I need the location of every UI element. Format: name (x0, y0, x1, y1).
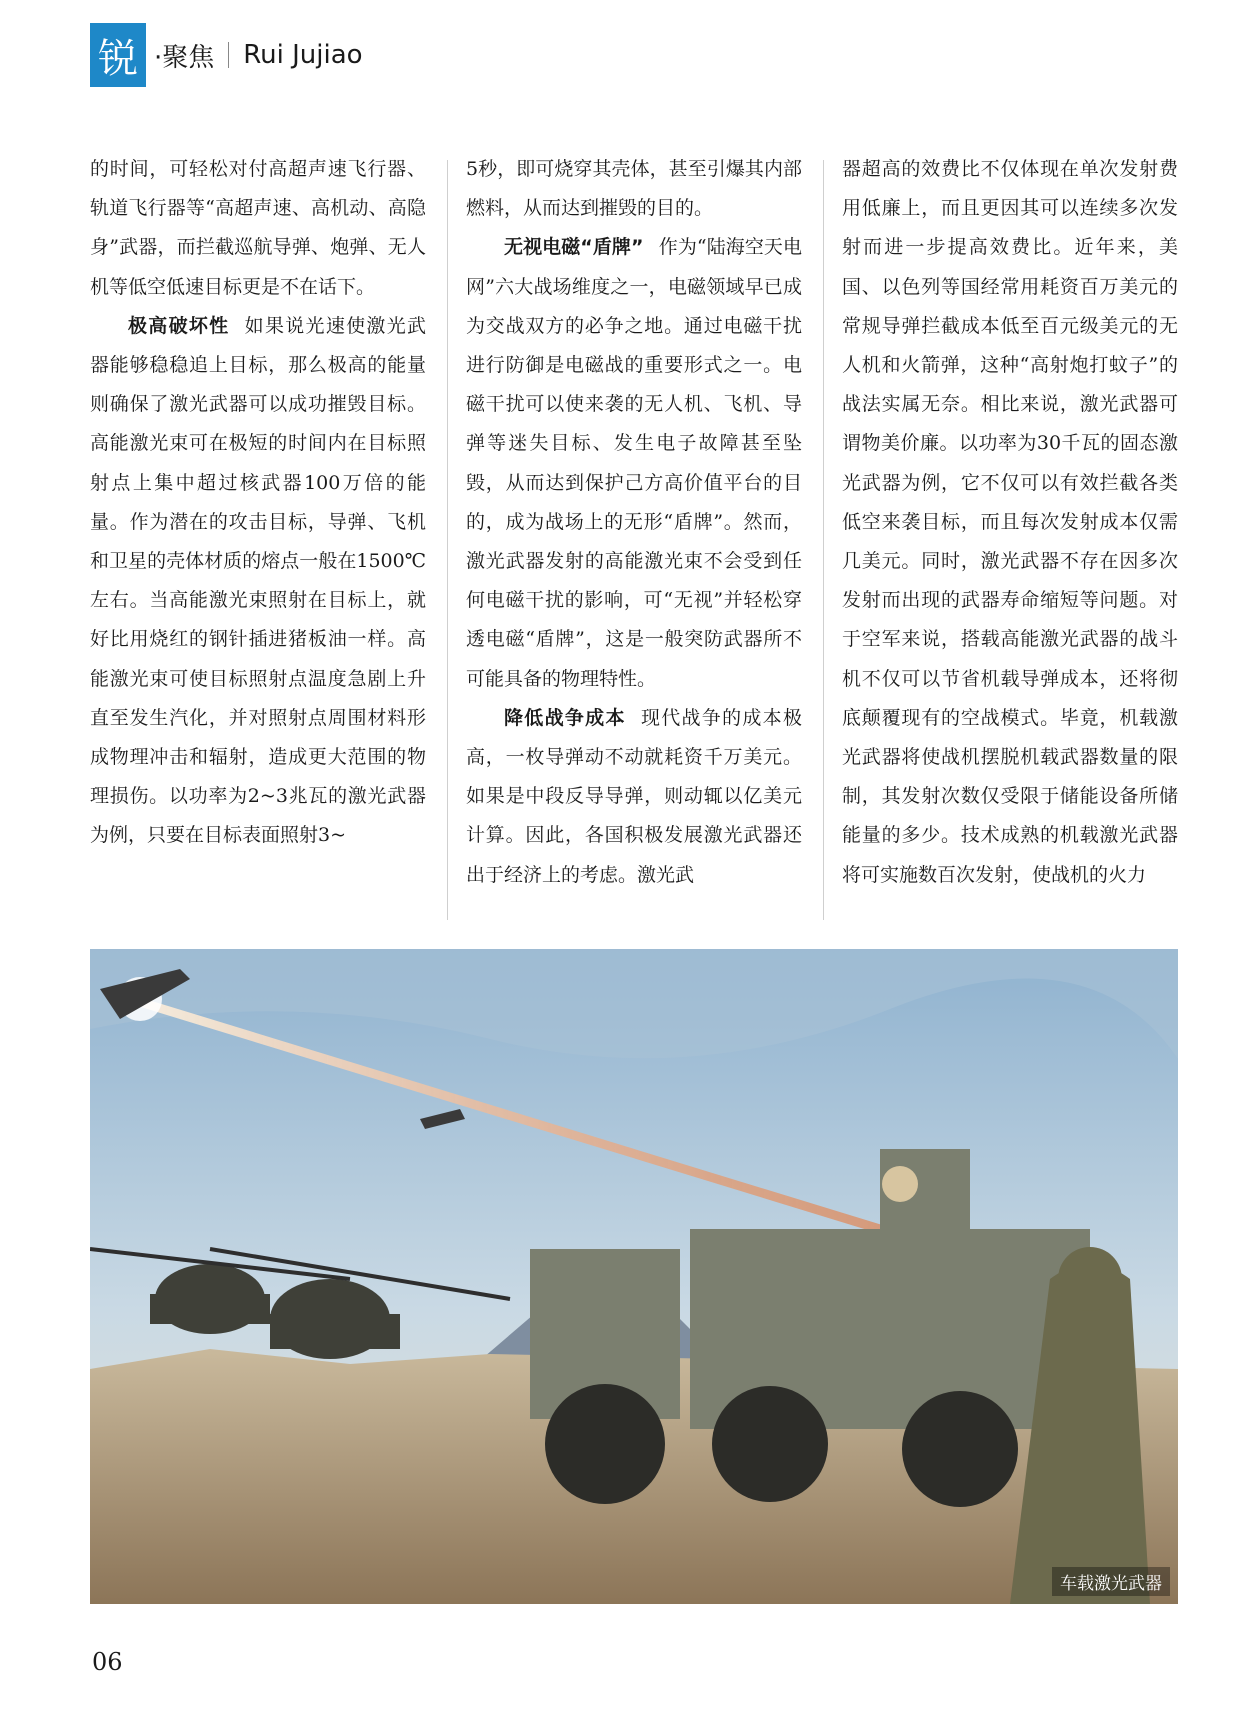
paragraph (90, 307, 426, 856)
paragraph: 5秒，即可烧穿其壳体，甚至引爆其内部燃料，从而达到摧毁的目的。 (466, 158, 802, 220)
paragraph-text: 如果说光速使激光武器能够稳稳追上目标，那么极高的能量则确保了激光武器可以成功摧毁目标。高能激光束可在极短的时间内在目标照射点上集中超过核武器100万倍的能量。作为潜在的攻击目标，导弹、飞机和卫星的壳体材质的熔点一般在1500℃左右。当高能激光束照射在目标上，就好比用烧红的钢针插进猪板油一样。高能激光束可使目标照射点温度急剧上升直至发生汽化，并对照射点周围材料形成物理冲击和辐射，造成更大范围的物理损伤。以功率为2~3兆瓦的激光武器为例，只要在目标表面照射3~ (90, 314, 426, 847)
paragraph-text: 现代战争的成本极高，一枚导弹动不动就耗资千万美元。如果是中段反导导弹，则动辄以亿美元计算。因此，各国积极发展激光武器还出于经济上的考虑。激光武 (466, 706, 802, 886)
paragraph-heading: 降低战争成本 (504, 706, 626, 729)
paragraph: 的时间，可轻松对付高超声速飞行器、轨道飞行器等“高超声速、高机动、高隐身”武器，而拦截巡航导弹、炮弹、无人机等低空低速目标更是不在话下。 (90, 158, 426, 298)
paragraph-heading: 极高破坏性 (128, 314, 230, 337)
header-separator (228, 42, 229, 68)
column-2 (466, 150, 802, 895)
photo-illustration (90, 949, 1178, 1604)
paragraph-text: 作为“陆海空天电网”六大战场维度之一，电磁领域早已成为交战双方的必争之地。通过电磁干扰进行防御是电磁战的重要形式之一。电磁干扰可以使来袭的无人机、飞机、导弹等迷失目标、发生电子故障甚至坠毁，从而达到保护己方高价值平台的目的，成为战场上的无形“盾牌”。然而，激光武器发射的高能激光束不会受到任何电磁干扰的影响，可“无视”并轻松穿透电磁“盾牌”，这是一般突防武器所不可能具备的物理特性。 (466, 236, 802, 690)
paragraph (466, 228, 802, 698)
header (90, 20, 363, 90)
column-3 (842, 150, 1178, 895)
photo-caption: 车载激光武器 (1052, 1567, 1170, 1596)
laser-truck-photo (90, 949, 1178, 1604)
section-en: Rui Jujiao (243, 40, 363, 70)
section-title (154, 37, 363, 74)
article-body (90, 150, 1178, 930)
paragraph-heading: 无视电磁“盾牌” (504, 236, 644, 259)
paragraph (466, 699, 802, 895)
page-number: 06 (92, 1648, 123, 1676)
section-cn: ·聚焦 (154, 42, 215, 73)
column-1 (90, 150, 426, 856)
paragraph: 器超高的效费比不仅体现在单次发射费用低廉上，而且更因其可以连续多次发射而进一步提高效费比。近年来，美国、以色列等国经常用耗资百万美元的常规导弹拦截成本低至百元级美元的无人机和火箭弹，这种“高射炮打蚊子”的战法实属无奈。相比来说，激光武器可谓物美价廉。以功率为30千瓦的固态激光武器为例，它不仅可以有效拦截各类低空来袭目标，而且每次发射成本仅需几美元。同时，激光武器不存在因多次发射而出现的武器寿命缩短等问题。对于空军来说，搭载高能激光武器的战斗机不仅可以节省机载导弹成本，还将彻底颠覆现有的空战模式。毕竟，机载激光武器将使战机摆脱机载武器数量的限制，其发射次数仅受限于储能设备所储能量的多少。技术成熟的机载激光武器将可实施数百次发射，使战机的火力 (842, 158, 1178, 886)
logo: 锐 (90, 23, 146, 87)
